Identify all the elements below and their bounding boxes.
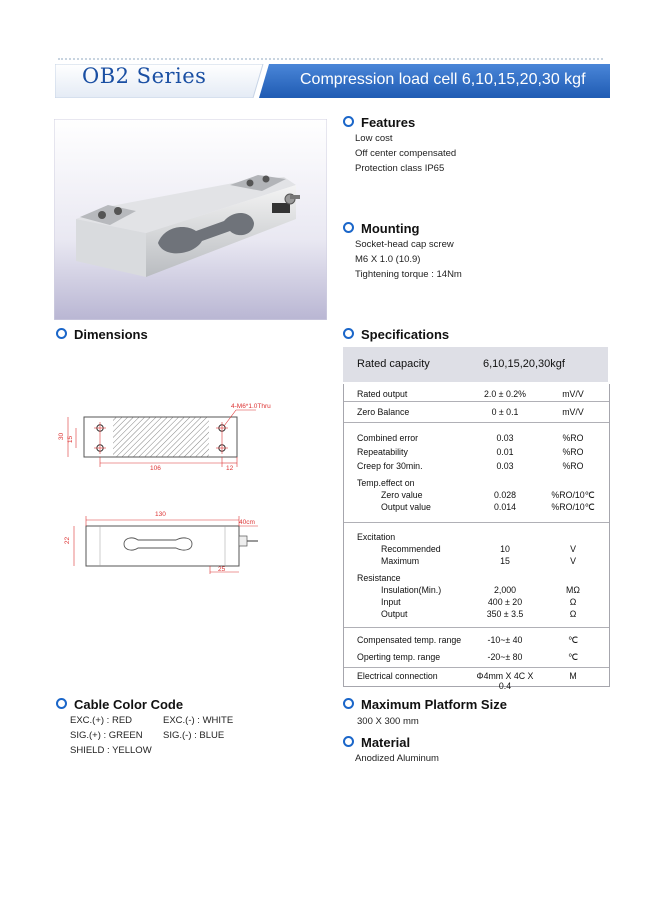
- features-heading: Features: [343, 115, 415, 130]
- bullet-icon: [343, 698, 354, 709]
- feature-item: Low cost: [355, 133, 393, 144]
- rated-capacity-label: Rated capacity: [357, 358, 430, 370]
- dim-12: 12: [226, 465, 234, 472]
- spec-header: [343, 347, 608, 382]
- bullet-icon: [343, 222, 354, 233]
- side-view-drawing: [60, 508, 260, 588]
- feature-item: Off center compensated: [355, 148, 457, 159]
- dimensions-heading: Dimensions: [56, 327, 148, 342]
- dim-130: 130: [155, 511, 166, 518]
- platform-value: 300 X 300 mm: [357, 716, 419, 727]
- material-value: Anodized Aluminum: [355, 753, 439, 764]
- dim-25: 25: [218, 566, 226, 573]
- rated-capacity-value: 6,10,15,20,30kgf: [483, 358, 565, 370]
- cable-exc-minus: EXC.(-) : WHITE: [163, 715, 234, 726]
- platform-heading: Maximum Platform Size: [343, 697, 507, 712]
- material-heading: Material: [343, 735, 410, 750]
- series-title: OB2 Series: [82, 64, 207, 88]
- header-dotted-rule: [58, 58, 603, 60]
- mounting-item: Tightening torque : 14Nm: [355, 269, 462, 280]
- dim-30: 30: [58, 432, 66, 441]
- feature-item: Protection class IP65: [355, 163, 445, 174]
- dim-106: 106: [150, 465, 161, 472]
- cable-exc-plus: EXC.(+) : RED: [70, 715, 133, 726]
- mounting-item: Socket-head cap screw: [355, 239, 454, 250]
- mounting-list: [355, 237, 462, 282]
- bullet-icon: [343, 736, 354, 747]
- product-photo: [54, 119, 327, 320]
- cable-sig-minus: SIG.(-) : BLUE: [163, 730, 225, 741]
- bullet-icon: [343, 116, 354, 127]
- specifications-heading: Specifications: [343, 327, 449, 342]
- mounting-heading: Mounting: [343, 221, 419, 236]
- hole-callout: 4-M6*1.0Thru: [231, 403, 271, 410]
- dim-22: 22: [64, 536, 72, 545]
- bullet-icon: [343, 328, 354, 339]
- cable-heading: Cable Color Code: [56, 697, 183, 712]
- features-list: [355, 131, 456, 176]
- dim-15: 15: [67, 435, 75, 444]
- spec-table: Rated output 2.0 ± 0.2% mV/V Zero Balance 0 ± 0.1 mV/V Combined error 0.03 %RO Repeatability 0.01 %RO Creep for 30min. 0.03 %RO Temp.effect on Zero value 0.028 %RO/10℃ Output value 0.014 %RO/10℃ Excitation Recommended 10 V Maximum 15 V Resistance Insulation(Min.) 2,000 MΩ Input 400 ± 20 Ω Output 350 ± 3.5 Ω Compensated temp. range -10~± 40 ℃ Operting temp. range -20~± 80 ℃ Electrical connection Φ4mm X 4C X 0.4 M: [343, 384, 610, 687]
- bullet-icon: [56, 328, 67, 339]
- mounting-item: M6 X 1.0 (10.9): [355, 254, 421, 265]
- bullet-icon: [56, 698, 67, 709]
- cable-shield: SHIELD : YELLOW: [70, 745, 152, 756]
- series-subtitle: Compression load cell 6,10,15,20,30 kgf: [300, 71, 586, 88]
- cable-sig-plus: SIG.(+) : GREEN: [70, 730, 143, 741]
- dim-40cm: 40cm: [239, 519, 255, 526]
